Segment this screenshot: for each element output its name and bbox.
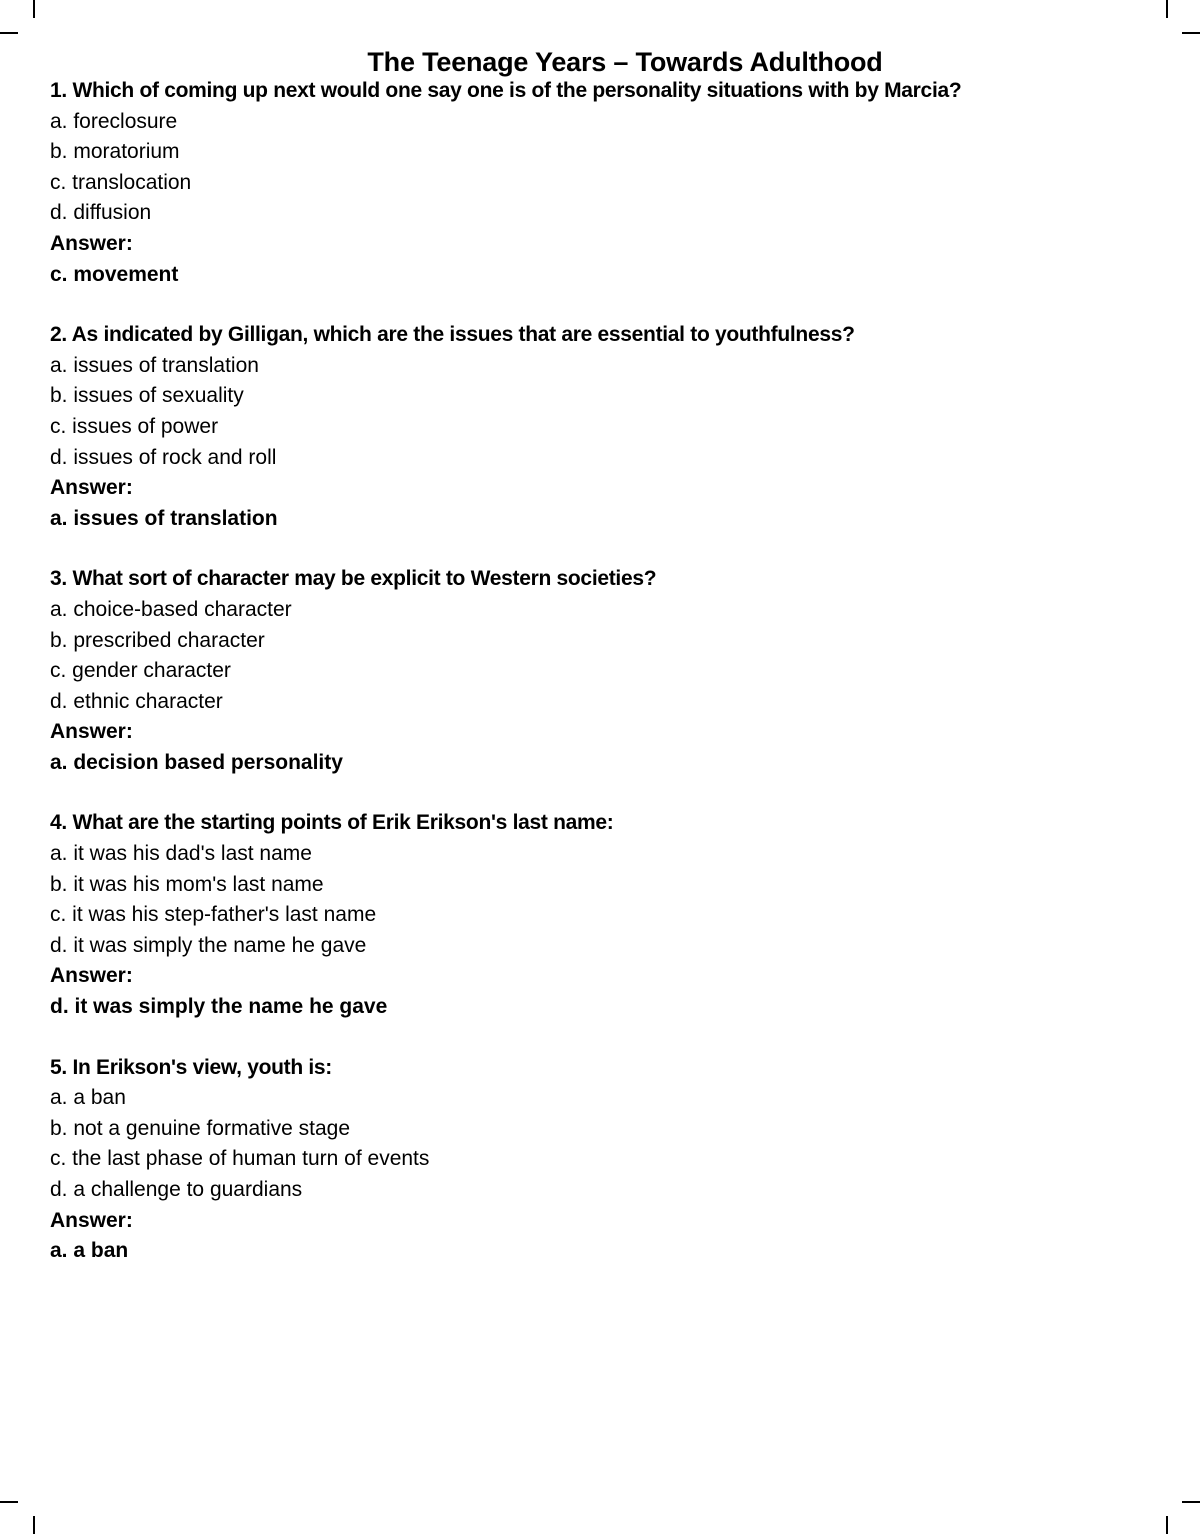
quiz-content [50,76,1150,1297]
answer-value: d. it was simply the name he gave [50,995,388,1019]
crop-mark-bottom-left-vertical [33,1516,35,1534]
question-4 [50,808,1150,1022]
option-d: d. issues of rock and roll [50,445,277,469]
option-b: b. not a genuine formative stage [50,1116,351,1140]
option-b: b. issues of sexuality [50,384,244,408]
crop-mark-top-left-horizontal [0,32,18,34]
question-text: 3. What sort of character may be explicit to Western societies? [50,567,657,591]
option-a: a. a ban [50,1086,126,1110]
option-c: c. it was his step-father's last name [50,903,377,927]
answer-label: Answer: [50,964,133,988]
option-a: a. choice-based character [50,597,292,621]
answer-label: Answer: [50,231,133,255]
answer-value: a. a ban [50,1239,129,1263]
option-c: c. translocation [50,170,192,194]
answer-label: Answer: [50,476,133,500]
option-c: c. issues of power [50,414,219,438]
option-c: c. the last phase of human turn of events [50,1147,430,1171]
crop-mark-bottom-left-horizontal [0,1501,18,1503]
answer-value: a. decision based personality [50,750,343,774]
question-text: 5. In Erikson's view, youth is: [50,1055,332,1079]
crop-mark-bottom-right-horizontal [1182,1501,1200,1503]
crop-mark-top-left-vertical [33,0,35,18]
option-a: a. foreclosure [50,109,178,133]
question-5 [50,1053,1150,1267]
option-a: a. it was his dad's last name [50,842,312,866]
answer-label: Answer: [50,1208,133,1232]
question-3 [50,564,1150,778]
option-d: d. ethnic character [50,689,223,713]
option-b: b. moratorium [50,140,180,164]
question-2 [50,320,1150,534]
option-d: d. it was simply the name he gave [50,933,367,957]
option-d: d. a challenge to guardians [50,1178,303,1201]
question-text: 4. What are the starting points of Erik Erikson's last name: [50,811,614,835]
answer-value: a. issues of translation [50,506,278,530]
answer-label: Answer: [50,720,133,744]
option-b: b. it was his mom's last name [50,872,324,896]
crop-mark-bottom-right-vertical [1166,1516,1168,1534]
page-title: The Teenage Years – Towards Adulthood [367,47,883,77]
question-text: 2. As indicated by Gilligan, which are the issues that are essential to youthfulness? [50,323,855,347]
option-c: c. gender character [50,659,231,683]
crop-mark-top-right-horizontal [1182,32,1200,34]
question-text: 1. Which of coming up next would one say one is of the personality situations with by Marcia? [50,79,962,102]
crop-mark-top-right-vertical [1166,0,1168,18]
question-1 [50,76,1150,290]
option-a: a. issues of translation [50,353,259,377]
answer-value: c. movement [50,262,179,286]
option-b: b. prescribed character [50,628,265,652]
option-d: d. diffusion [50,201,152,225]
